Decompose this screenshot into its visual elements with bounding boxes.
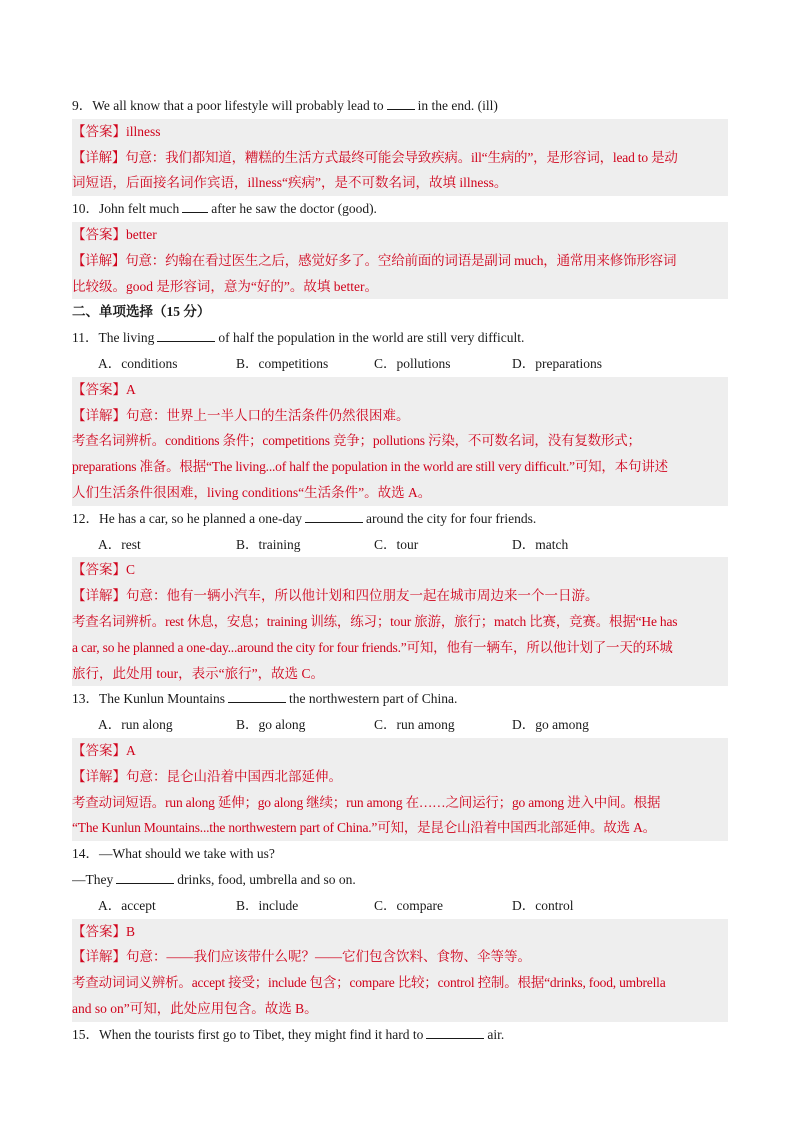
q13-detail-2: 考查动词短语。run along 延伸；go along 继续；run among 在……之间运行；go among 进入中间。根据 xyxy=(72,790,728,816)
q12-options xyxy=(72,532,754,558)
q11-detail-2: 考查名词辨析。conditions 条件；competitions 竞争；pollutions 污染，不可数名词，没有复数形式； xyxy=(72,428,728,454)
q9-blank xyxy=(387,94,415,110)
q14-options xyxy=(72,893,754,919)
q13-stem-after: the northwestern part of China. xyxy=(289,691,458,707)
q11-options xyxy=(72,351,754,377)
q9-stem-before: 9．We all know that a poor lifestyle will probably lead to xyxy=(72,98,384,113)
question-11-stem xyxy=(72,325,728,351)
q11-detail-1: 【详解】句意：世界上一半人口的生活条件仍然很困难。 xyxy=(72,403,728,429)
q14-option-a: A．accept xyxy=(98,897,156,913)
section-title: 二、单项选择（15 分） xyxy=(72,304,211,320)
q14-stem-after: drinks, food, umbrella and so on. xyxy=(177,871,356,887)
q14-option-d: D．control xyxy=(512,897,574,913)
q14-detail-3: and so on”可知，此处应用包含。故选 B。 xyxy=(72,996,728,1022)
q14-detail-1: 【详解】句意：——我们应该带什么呢？——它们包含饮料、食物、伞等等。 xyxy=(72,944,728,970)
q12-detail-1: 【详解】句意：他有一辆小汽车，所以他计划和四位朋友一起在城市周边来一个一日游。 xyxy=(72,583,728,609)
q11-option-b: B．competitions xyxy=(236,355,329,371)
question-15-stem xyxy=(72,1022,728,1048)
q11-stem-after: of half the population in the world are still very difficult. xyxy=(218,330,525,346)
q13-answer: 【答案】A xyxy=(72,738,728,764)
q15-blank xyxy=(426,1023,484,1039)
question-10-stem xyxy=(72,196,728,222)
q14-blank xyxy=(116,868,174,884)
q14-option-c: C．compare xyxy=(374,897,443,913)
q12-detail-3: a car, so he planned a one-day...around the city for four friends.”可知，他有一辆车，所以他计划了一天的环城 xyxy=(72,635,728,661)
q13-option-b: B．go along xyxy=(236,717,306,733)
q11-detail-4: 人们生活条件很困难，living conditions“生活条件”。故选 A。 xyxy=(72,480,728,506)
q10-detail-2: 比较级。good 是形容词，意为“好的”。故填 better。 xyxy=(72,274,728,300)
q14-detail-2: 考查动词词义辨析。accept 接受；include 包含；compare 比较；control 控制。根据“drinks, food, umbrella xyxy=(72,970,728,996)
q11-answer: 【答案】A xyxy=(72,377,728,403)
q13-option-d: D．go among xyxy=(512,717,589,733)
q13-option-a: A．run along xyxy=(98,717,173,733)
q9-stem-after: in the end. (ill) xyxy=(417,98,498,113)
question-14-stem-1: 14．—What should we take with us? xyxy=(72,846,275,862)
q14-answer: 【答案】B xyxy=(72,919,728,945)
q9-detail-1: 【详解】句意：我们都知道，糟糕的生活方式最终可能会导致疾病。ill“生病的”，是形容词，lead to 是动 xyxy=(72,145,728,171)
q12-detail-2: 考查名词辨析。rest 休息，安息；training 训练，练习；tour 旅游，旅行；match 比赛，竞赛。根据“He has xyxy=(72,609,728,635)
q12-option-d: D．match xyxy=(512,536,569,552)
q11-stem-before: 11．The living xyxy=(72,330,155,346)
q10-stem-after: after he saw the doctor (good). xyxy=(211,201,377,217)
question-9-stem xyxy=(72,93,728,119)
q9-answer: 【答案】illness xyxy=(72,119,728,145)
q12-option-c: C．tour xyxy=(374,536,419,552)
q12-stem-before: 12．He has a car, so he planned a one-day xyxy=(72,510,302,526)
q13-option-c: C．run among xyxy=(374,717,455,733)
q15-stem-before: 15．When the tourists first go to Tibet, they might find it hard to xyxy=(72,1026,424,1042)
q15-stem-after: air. xyxy=(487,1026,505,1042)
q13-blank xyxy=(228,687,286,703)
q12-stem-after: around the city for four friends. xyxy=(366,510,537,526)
q13-detail-3: “The Kunlun Mountains...the northwestern part of China.”可知，是昆仑山沿着中国西北部延伸。故选 A。 xyxy=(72,815,728,841)
q10-answer: 【答案】better xyxy=(72,222,728,248)
question-12-stem xyxy=(72,506,728,532)
q12-answer: 【答案】C xyxy=(72,557,728,583)
q10-stem-before: 10．John felt much xyxy=(72,201,180,217)
q14-option-b: B．include xyxy=(236,897,299,913)
q11-option-c: C．pollutions xyxy=(374,355,451,371)
q9-detail-2: 词短语，后面接名词作宾语，illness“疾病”，是不可数名词，故填 illness。 xyxy=(72,170,728,196)
q12-blank xyxy=(305,507,363,523)
q11-blank xyxy=(157,326,215,342)
q13-stem-before: 13．The Kunlun Mountains xyxy=(72,691,225,707)
q10-detail-1: 【详解】句意：约翰在看过医生之后，感觉好多了。空给前面的词语是副词 much，通常用来修饰形容词 xyxy=(72,248,728,274)
q10-blank xyxy=(182,197,208,213)
q13-detail-1: 【详解】句意：昆仑山沿着中国西北部延伸。 xyxy=(72,764,728,790)
q12-option-b: B．training xyxy=(236,536,301,552)
question-14-stem-2 xyxy=(72,867,728,893)
question-13-stem xyxy=(72,686,728,712)
q14-stem-before: —They xyxy=(72,871,114,887)
q11-option-a: A．conditions xyxy=(98,355,178,371)
q12-option-a: A．rest xyxy=(98,536,141,552)
q11-detail-3: preparations 准备。根据“The living...of half the population in the world are still very difficult.”可知，本句讲述 xyxy=(72,454,728,480)
q12-detail-4: 旅行，此处用 tour，表示“旅行”，故选 C。 xyxy=(72,661,728,687)
q13-options xyxy=(72,712,754,738)
q11-option-d: D．preparations xyxy=(512,355,602,371)
